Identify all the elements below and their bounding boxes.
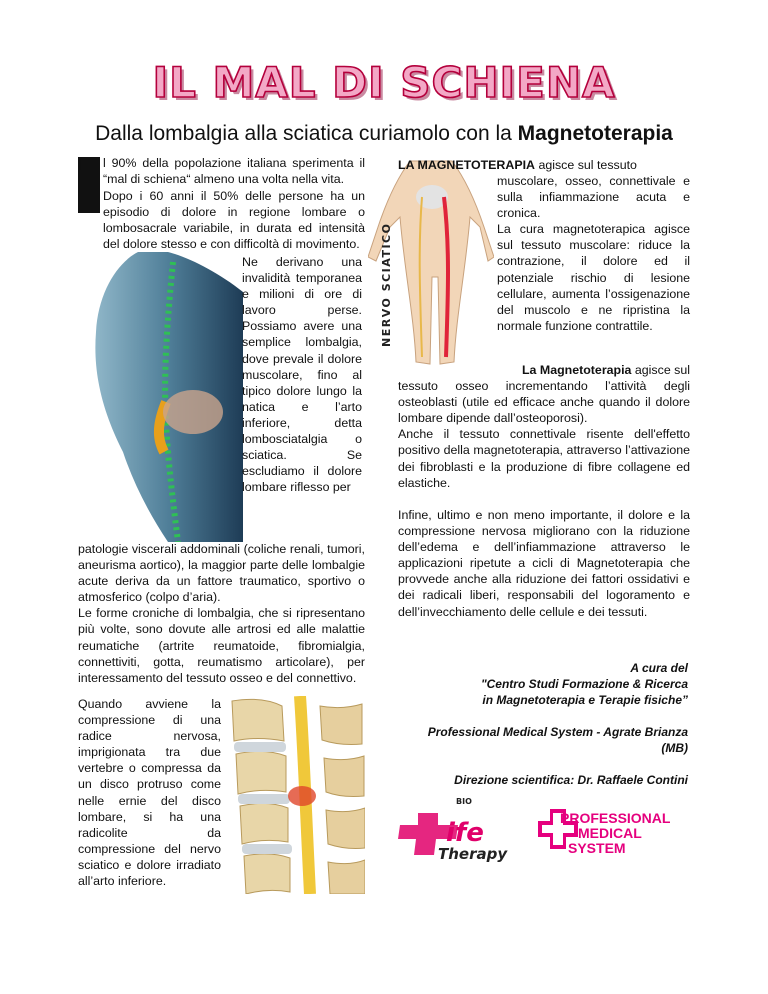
back-pain-image xyxy=(78,252,243,542)
paragraph-4-text: Le forme croniche di lombalgia, che si ripresentano più volte, sono dovute alle artrosi ed alle malattie reumatiche (artrite reumatoide, fibromialgia, connettiviti, gotta, reumatismo articolare), per interessamento del tessuto osseo e del connettivo. xyxy=(78,606,365,685)
intro-rest-text: muscolare, osseo, connettivale e sulla infiammazione acuta e cronica. xyxy=(497,174,690,221)
page-title: IL MAL DI SCHIENA xyxy=(152,58,616,107)
pms-line-3: SYSTEM xyxy=(568,840,626,856)
paragraph-1-text: Dopo i 60 anni il 50% delle persone ha un episodio di dolore in regione lombare o lombosacrale variabile, in durata ed intensità del dolore stesso e con difficoltà di movimento. xyxy=(103,189,365,252)
bio-logo-sub-text: Therapy xyxy=(438,845,508,863)
intro-bold: LA MAGNETOTERAPIA xyxy=(398,158,535,172)
paragraph-3-text: patologie viscerali addominali (coliche renali, tumori, aneurisma aortico), la maggior parte delle lombalgie acute deriva da un fattore traumatico, sportivo o atmosferico (colpo d’aria). xyxy=(78,542,365,605)
right-intro-line xyxy=(398,157,690,173)
spine-image xyxy=(222,696,365,894)
intro-rest2-text: La cura magnetoterapica agisce sul tessuto muscolare: riduce la contrazione, il dolore ed il potenziale rischio di lesione cellulare, aumenta l’ossigenazione del muscolo e ne ripristina la normale funzione contrattile. xyxy=(497,222,690,333)
paragraph-1 xyxy=(103,188,365,252)
para2-bold: La Magnetoterapia xyxy=(521,363,632,377)
intro-text: l 90% della popolazione italiana sperimenta il “mal di schiena“ almeno una volta nella vita. xyxy=(103,156,365,187)
paragraph-3 xyxy=(78,541,365,686)
credits-line-3: in Magnetoterapia e Terapie fisiche” xyxy=(482,693,688,707)
nervo-sciatico-label: NERVO SCIATICO xyxy=(380,222,393,347)
right-intro-rest xyxy=(497,173,690,334)
right-paragraph-3: Infine, ultimo e non meno importante, il dolore e la compressione nervosa migliorano con la riduzione dell’edema e dell’infiammazione attraverso le applicazioni ripetute a cicli di Magnetoterapia che provvede anche alla riduzione dei fattori ossidativi e dei radicali liberi, responsabili del logoramento e dell’invecchiamento delle cellule e dei tessuti. xyxy=(398,508,690,619)
para2-rest: tessuto osseo incrementando l’attività degli osteoblasti (utile ed efficace anche quando il dolore lombare dipende dall’osteoporosi). xyxy=(398,379,690,426)
para2-first-line xyxy=(398,362,690,378)
page-subtitle xyxy=(0,122,768,146)
credits-line-5: Direzione scientifica: Dr. Raffaele Contini xyxy=(454,773,688,787)
credits-line-2: "Centro Studi Formazione & Ricerca xyxy=(480,677,688,691)
bio-life-therapy-logo xyxy=(398,795,516,865)
subtitle-text: Dalla lombalgia alla sciatica curiamolo con la xyxy=(95,122,518,145)
credits xyxy=(398,660,688,788)
para2-first: agisce sul xyxy=(631,363,690,377)
pms-line-1: PROFESSIONAL xyxy=(560,810,671,826)
sciatic-nerve-image xyxy=(368,157,494,371)
subtitle-bold: Magnetoterapia xyxy=(517,122,673,145)
credits-line-1: A cura del xyxy=(630,661,688,675)
paragraph-5: Quando avviene la compressione di una radice nervosa, imprigionata tra due vertebre o compressa da un disco protruso come nelle ernie del disco lombare, si ha una radicolite da compressione del nervo sciatico e dolore irradiato all’arto inferiore. xyxy=(78,697,221,889)
drop-cap: I xyxy=(78,157,100,213)
bio-logo-main-text: ife xyxy=(446,818,484,848)
para2-last: Anche il tessuto connettivale risente dell'effetto positivo della magnetoterapia, attraverso l’attivazione dei fibroblasti e la produzione di fibre collagene ed elastiche. xyxy=(398,427,690,490)
right-paragraph-2 xyxy=(398,362,690,491)
pms-line-2: MEDICAL xyxy=(578,825,642,841)
intro-first: agisce sul tessuto xyxy=(535,158,637,172)
professional-medical-system-logo xyxy=(538,807,688,863)
bio-logo-top-text: BIO xyxy=(456,797,472,806)
paragraph-2: Ne derivano una invalidità temporanea e milioni di ore di lavoro perse. Possiamo avere una semplice lombalgia, dove prevale il dolore muscolare, fino al tipico dolore lungo la natica e l’arto inferiore, detta lombosciatalgia o sciatica. Se escludiamo il dolore lombare riflesso per xyxy=(242,255,362,495)
credits-line-4: Professional Medical System - Agrate Brianza (MB) xyxy=(427,725,688,755)
